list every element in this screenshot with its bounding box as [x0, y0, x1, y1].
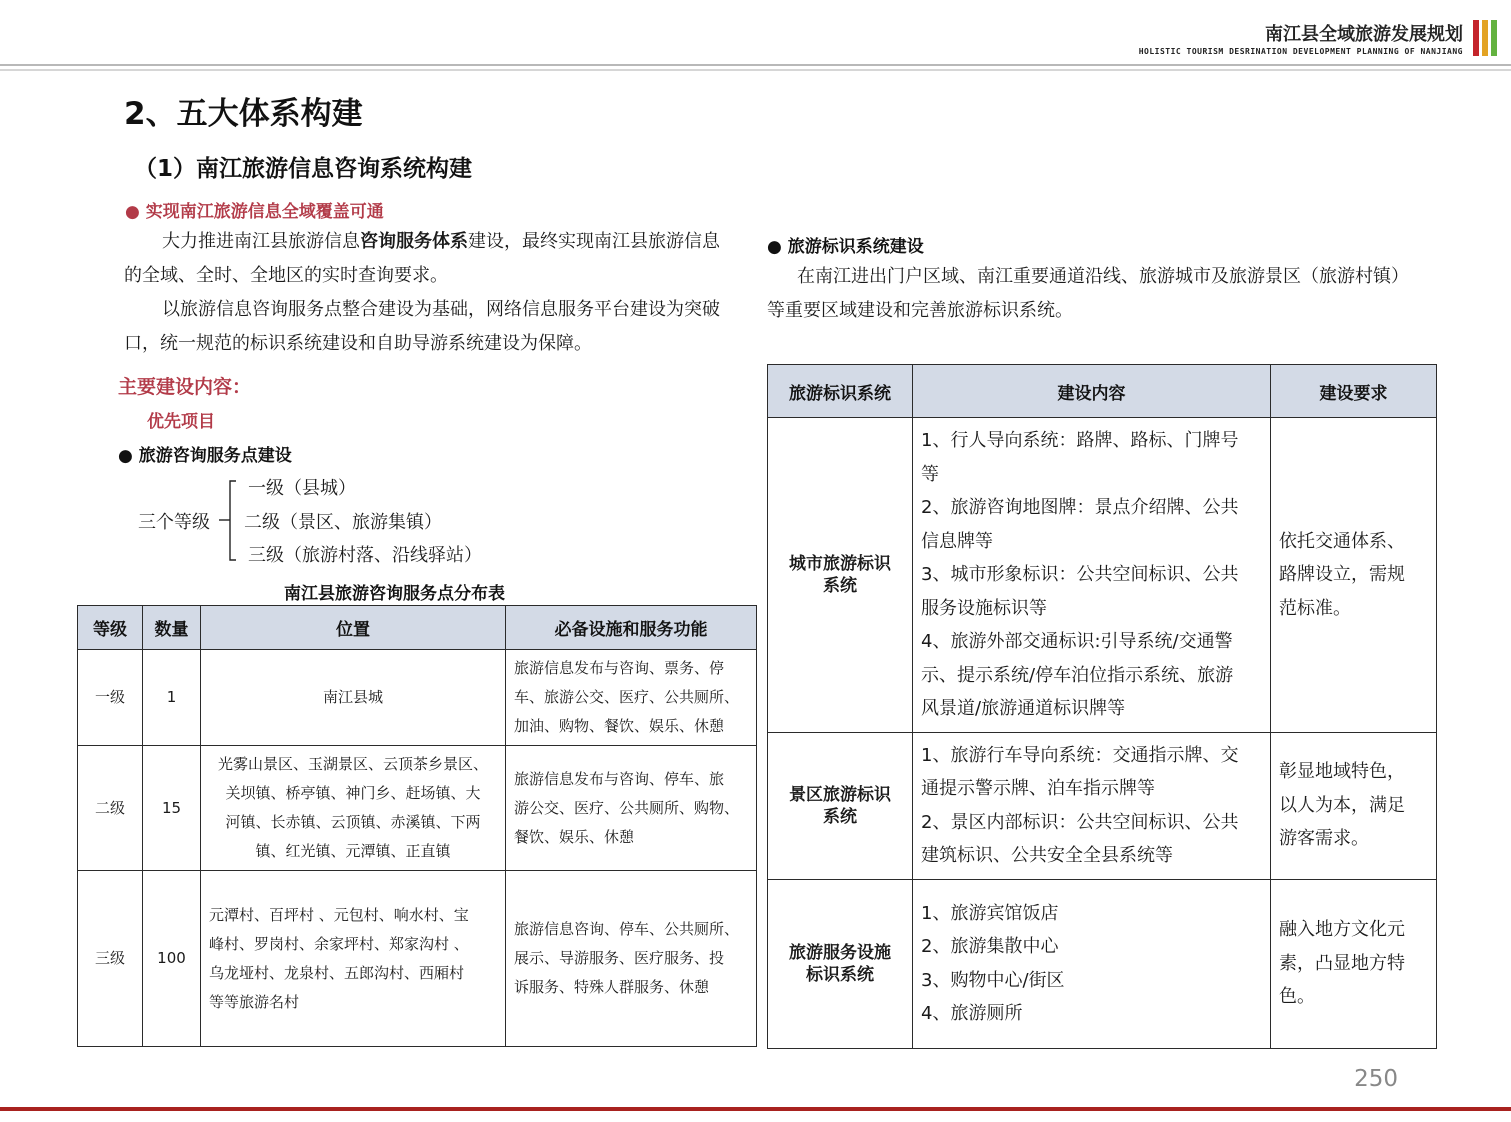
cell-requirement [1271, 879, 1437, 1048]
cell-line: 乌龙垭村、龙泉村、五郎沟村、西厢村 [209, 963, 465, 982]
logo-bar-green [1491, 20, 1497, 56]
table-row [768, 879, 1437, 1048]
cell-line: 等等旅游名村 [209, 992, 300, 1011]
cell-count: 15 [143, 746, 201, 871]
header-divider-secondary [0, 69, 1511, 71]
sign-system-heading: ● 旅游标识系统建设 [767, 237, 924, 257]
level-item: 二级（景区、旅游集镇） [244, 512, 442, 533]
cell-line: 车、旅游公交、医疗、公共厕所、 [514, 688, 740, 706]
cell-line: 等 [921, 463, 939, 485]
header-system: 旅游标识系统 [768, 365, 913, 418]
cell-count: 1 [143, 650, 201, 746]
cell-line: 旅游信息发布与咨询、停车、旅 [514, 769, 725, 788]
cell-level: 二级 [78, 746, 143, 871]
cell-line: 色。 [1279, 986, 1315, 1008]
cell-line: 2、旅游咨询地图牌：景点介绍牌、公共 [921, 497, 1239, 518]
table-row [78, 650, 757, 746]
cell-level: 一级 [78, 650, 143, 746]
header-content: 建设内容 [913, 365, 1271, 418]
cell-facilities [506, 746, 757, 871]
cell-line: 城市旅游标识 [789, 553, 891, 574]
logo-bar-red [1473, 20, 1479, 56]
cell-line: 旅游信息咨询、停车、公共厕所、 [514, 920, 740, 938]
cell-line: 诉服务、特殊人群服务、休憩 [514, 978, 710, 996]
cell-line: 游客需求。 [1279, 828, 1369, 850]
consult-point-heading: ● 旅游咨询服务点建设 [118, 446, 292, 466]
level-item: 一级（县城） [248, 478, 356, 499]
cell-line: 范标准。 [1279, 597, 1351, 619]
header-requirement: 建设要求 [1271, 365, 1437, 418]
cell-line: 通提示警示牌、泊车指示牌等 [921, 778, 1155, 799]
cell-line: 展示、导游服务、医疗服务、投 [514, 949, 725, 967]
cell-line: 信息牌等 [921, 530, 993, 552]
cell-line: 风景道/旅游通道标识牌等 [921, 698, 1126, 719]
paragraph-1-line-2: 的全域、全时、全地区的实时查询要求。 [124, 265, 448, 286]
cell-requirement [1271, 418, 1437, 733]
cell-content [913, 879, 1271, 1048]
paragraph-2-line-1: 以旅游信息咨询服务点整合建设为基础，网络信息服务平台建设为突破 [162, 299, 720, 320]
table-row [78, 871, 757, 1047]
cell-system [768, 418, 913, 733]
cell-line: 标识系统 [806, 964, 874, 985]
cell-line: 2、景区内部标识：公共空间标识、公共 [921, 811, 1239, 833]
header-location: 位置 [201, 606, 506, 650]
logo-bar-orange [1482, 20, 1488, 56]
sign-system-table [767, 364, 1437, 1049]
cell-facilities [506, 871, 757, 1047]
cell-line: 元潭村、百坪村 、元包村、响水村、宝 [209, 905, 469, 924]
cell-system [768, 879, 913, 1048]
cell-line: 餐饮、娱乐、休憩 [514, 827, 635, 846]
cell-line: 关坝镇、桥亭镇、神门乡、赶场镇、大 [225, 784, 481, 802]
sign-paragraph-line-2: 等重要区域建设和完善旅游标识系统。 [767, 300, 1073, 321]
cell-line: 建筑标识、公共安全全县系统等 [921, 845, 1173, 866]
cell-system [768, 732, 913, 879]
major-content-label: 主要建设内容： [118, 376, 252, 398]
cell-line: 融入地方文化元 [1279, 919, 1405, 941]
cell-line: 峰村、罗岗村、余家坪村、郑家沟村 、 [209, 934, 469, 953]
table-row [78, 746, 757, 871]
header-divider [0, 64, 1511, 66]
cell-line: 光雾山景区、玉湖景区、云顶茶乡景区、 [217, 755, 488, 773]
cell-line: 1、旅游宾馆饭店 [921, 902, 1059, 924]
priority-label: 优先项目 [147, 412, 215, 432]
cell-line: 景区旅游标识 [789, 784, 891, 805]
table-row [768, 418, 1437, 733]
header-subtitle: HOLISTIC TOURISM DESRINATION DEVELOPMENT PLANNING OF NANJIANG [1138, 47, 1463, 56]
cell-line: 依托交通体系、 [1279, 530, 1405, 552]
cell-line: 4、旅游外部交通标识:引导系统/交通警 [921, 631, 1233, 652]
cell-facilities [506, 650, 757, 746]
cell-line: 系统 [823, 575, 857, 596]
cell-level: 三级 [78, 871, 143, 1047]
cell-location [201, 650, 506, 746]
levels-label: 三个等级 [138, 512, 210, 533]
cell-line: 南江县城 [322, 688, 383, 706]
cell-line: 3、购物中心/街区 [921, 969, 1065, 991]
cell-content [913, 418, 1271, 733]
cell-line: 4、旅游厕所 [921, 1003, 1023, 1024]
header-count: 数量 [143, 606, 201, 650]
cell-line: 河镇、长赤镇、云顶镇、赤溪镇、下两 [225, 813, 481, 831]
header-facilities: 必备设施和服务功能 [506, 606, 757, 650]
cell-line: 1、旅游行车导向系统：交通指示牌、交 [921, 744, 1239, 766]
cell-content [913, 732, 1271, 879]
cell-line: 1、行人导向系统：路牌、路标、门牌号 [921, 430, 1239, 451]
section-title: 2、五大体系构建 [124, 96, 363, 132]
cell-line: 系统 [823, 806, 857, 827]
page-number: 250 [1354, 1066, 1398, 1092]
cell-line: 旅游服务设施 [789, 942, 891, 963]
consult-point-table [77, 605, 757, 1047]
cell-line: 彰显地域特色， [1279, 761, 1405, 783]
cell-line: 3、城市形象标识：公共空间标识、公共 [921, 564, 1239, 585]
bullet-dot-icon: ● [767, 237, 782, 257]
header-level: 等级 [78, 606, 143, 650]
levels-bracket-icon [214, 478, 244, 566]
cell-line: 游公交、医疗、公共厕所、购物、 [514, 798, 740, 817]
table-header-row [768, 365, 1437, 418]
cell-line: 镇、红光镇、元潭镇、正直镇 [255, 842, 451, 860]
paragraph-2-line-2: 口，统一规范的标识系统建设和自助导游系统建设为保障。 [124, 333, 592, 354]
bullet-dot-icon: ● [125, 202, 140, 222]
cell-line: 路牌设立，需规 [1279, 564, 1405, 585]
level-item: 三级（旅游村落、沿线驿站） [248, 545, 482, 566]
cell-location [201, 871, 506, 1047]
sign-paragraph-line-1: 在南江进出门户区域、南江重要通道沿线、旅游城市及旅游景区（旅游村镇） [797, 266, 1409, 287]
cell-line: 示、提示系统/停车泊位指示系统、旅游 [921, 664, 1234, 686]
table-caption: 南江县旅游咨询服务点分布表 [284, 584, 505, 604]
cell-location [201, 746, 506, 871]
paragraph-1-line-1: 大力推进南江县旅游信息咨询服务体系建设，最终实现南江县旅游信息 [162, 231, 720, 252]
cell-requirement [1271, 732, 1437, 879]
cell-line: 以人为本，满足 [1279, 794, 1405, 816]
cell-count: 100 [143, 871, 201, 1047]
footer-bar [0, 1107, 1511, 1111]
cell-line: 2、旅游集散中心 [921, 936, 1059, 957]
table-header-row [78, 606, 757, 650]
sub-title: （1）南江旅游信息咨询系统构建 [134, 156, 473, 182]
table-row [768, 732, 1437, 879]
cell-line: 旅游信息发布与咨询、票务、停 [514, 659, 725, 677]
header-title: 南江县全域旅游发展规划 [1265, 24, 1463, 45]
bullet-dot-icon: ● [118, 446, 133, 466]
cell-line: 素，凸显地方特 [1279, 952, 1405, 974]
cell-line: 加油、购物、餐饮、娱乐、休憩 [514, 717, 725, 735]
cell-line: 服务设施标识等 [921, 597, 1047, 619]
coverage-heading: ● 实现南江旅游信息全域覆盖可通 [125, 202, 384, 222]
